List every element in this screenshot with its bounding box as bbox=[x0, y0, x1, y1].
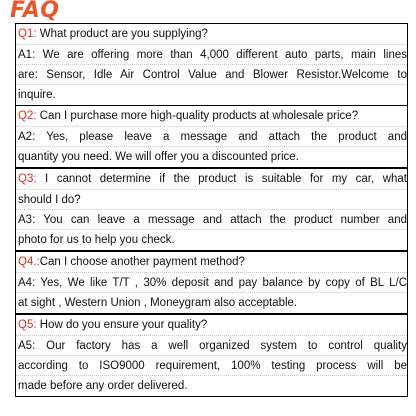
question-number: Q4.: bbox=[18, 256, 40, 268]
question-number: Q2: bbox=[18, 110, 37, 122]
question-3-continued: should I do? bbox=[16, 190, 407, 210]
faq-item-5 bbox=[16, 313, 407, 396]
faq-table bbox=[15, 23, 408, 397]
faq-title: FAQ bbox=[10, 0, 60, 23]
question-number: Q1: bbox=[18, 28, 37, 40]
answer-line: according to ISO9000 requirement, 100% testing process will be bbox=[16, 356, 407, 376]
faq-item-3 bbox=[16, 167, 407, 250]
answer-line: A4: Yes, We like T/T , 30% deposit and pay balance by copy of BL L/C bbox=[16, 273, 407, 293]
question-text: I cannot determine if the product is suitable for my car, what bbox=[45, 173, 407, 185]
question-text: Can I choose another payment method? bbox=[39, 256, 245, 268]
question-2 bbox=[16, 106, 407, 127]
answer-line: are: Sensor, Idle Air Control Value and Blower Resistor.Welcome to bbox=[16, 65, 407, 85]
question-text: Can I purchase more high-quality products at wholesale price? bbox=[39, 110, 359, 122]
question-1 bbox=[16, 24, 407, 45]
answer-line: quantity you need. We will offer you a discounted price. bbox=[18, 151, 299, 163]
answer-line: A2: Yes, please leave a message and attach the product and bbox=[16, 127, 407, 147]
faq-item-4 bbox=[16, 250, 407, 313]
answer-line: photo for us to help you check. bbox=[18, 234, 175, 246]
question-3 bbox=[16, 169, 407, 190]
question-4 bbox=[16, 252, 407, 273]
faq-item-2 bbox=[16, 105, 407, 167]
question-5 bbox=[16, 315, 407, 336]
faq-item-1 bbox=[16, 24, 407, 105]
question-number: Q5: bbox=[18, 319, 37, 331]
answer-line: made before any order delivered. bbox=[18, 380, 188, 392]
answer-line: inquire. bbox=[18, 89, 56, 101]
answer-line: at sight , Western Union , Moneygram also acceptable. bbox=[18, 297, 298, 309]
answer-line: A5: Our factory has a well organized system to control quality bbox=[16, 336, 407, 356]
question-number: Q3: bbox=[18, 173, 37, 185]
question-text: How do you ensure your quality? bbox=[39, 319, 208, 331]
answer-line: A3: You can leave a message and attach the product number and bbox=[16, 210, 407, 230]
answer-line: A1: We are offering more than 4,000 different auto parts, main lines bbox=[16, 45, 407, 65]
question-text: What product are you supplying? bbox=[39, 28, 208, 40]
